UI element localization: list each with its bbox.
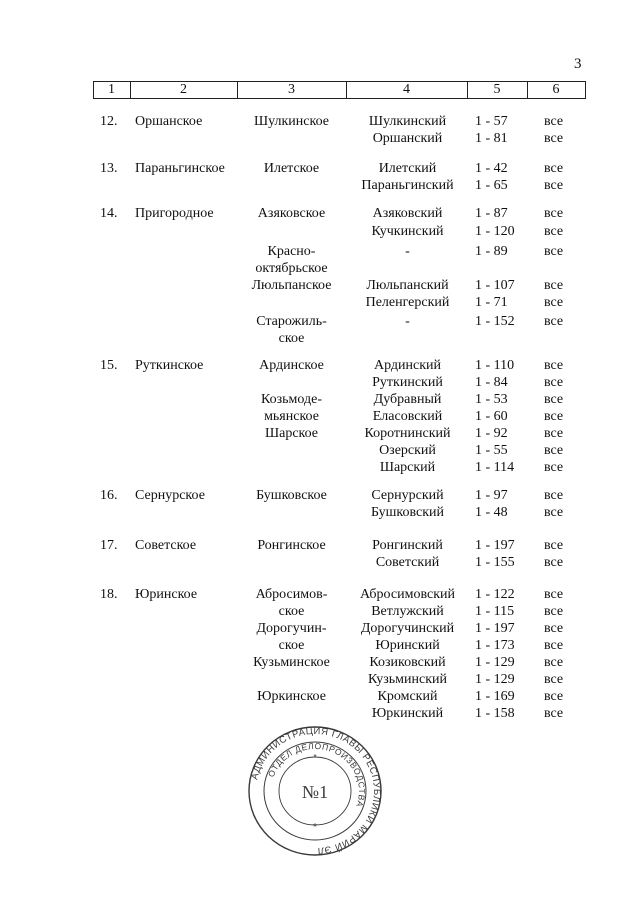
district-name: Оршанское bbox=[135, 114, 203, 129]
scope-value: все bbox=[544, 131, 564, 146]
table-row bbox=[0, 277, 640, 294]
district-name: Параньгинское bbox=[135, 161, 225, 176]
scope-value: все bbox=[544, 358, 564, 373]
table-row bbox=[0, 223, 640, 240]
table-row bbox=[0, 537, 640, 554]
area-name: Шарский bbox=[379, 460, 436, 475]
number-range: 1 - 42 bbox=[475, 161, 508, 176]
number-range: 1 - 129 bbox=[475, 672, 515, 687]
area-name: Кузьминский bbox=[367, 672, 448, 687]
table-row bbox=[0, 688, 640, 705]
area-name: Дубравный bbox=[373, 392, 442, 407]
svg-text:*: * bbox=[313, 822, 317, 833]
area-name: Ронгинский bbox=[372, 538, 443, 553]
table-row bbox=[0, 442, 640, 459]
page-number: 3 bbox=[574, 56, 582, 72]
number-range: 1 - 115 bbox=[475, 604, 515, 619]
scope-value: все bbox=[544, 278, 564, 293]
number-range: 1 - 169 bbox=[475, 689, 515, 704]
table-row bbox=[0, 294, 640, 311]
area-name: Люльпанский bbox=[366, 278, 449, 293]
scope-value: все bbox=[544, 114, 564, 129]
table-row bbox=[0, 177, 640, 194]
row-number: 16. bbox=[100, 488, 118, 503]
settlement-name: Бушковское bbox=[256, 488, 327, 503]
scope-value: все bbox=[544, 375, 564, 390]
number-range: 1 - 53 bbox=[475, 392, 508, 407]
area-name: Илетский bbox=[378, 161, 437, 176]
table-row bbox=[0, 504, 640, 521]
scope-value: все bbox=[544, 621, 564, 636]
scope-value: все bbox=[544, 587, 564, 602]
area-name: Абросимовский bbox=[360, 587, 455, 602]
area-name: Советский bbox=[375, 555, 440, 570]
scope-value: все bbox=[544, 314, 564, 329]
header-col-2: 2 bbox=[180, 82, 187, 97]
seal-center-text: №1 bbox=[301, 782, 329, 802]
settlement-name: ское bbox=[278, 604, 305, 619]
scope-value: все bbox=[544, 206, 564, 221]
area-name: Кучкинский bbox=[371, 224, 444, 239]
area-name: Шулкинский bbox=[368, 114, 447, 129]
table-row bbox=[0, 113, 640, 130]
number-range: 1 - 57 bbox=[475, 114, 508, 129]
table-row bbox=[0, 620, 640, 637]
scope-value: все bbox=[544, 426, 564, 441]
area-name: Козиковский bbox=[369, 655, 446, 670]
scope-value: все bbox=[544, 392, 564, 407]
number-range: 1 - 114 bbox=[475, 460, 515, 475]
number-range: 1 - 60 bbox=[475, 409, 508, 424]
settlement-name: ское bbox=[278, 638, 305, 653]
settlement-name: Шулкинское bbox=[254, 114, 329, 129]
table-row bbox=[0, 459, 640, 476]
area-name: Озерский bbox=[379, 443, 436, 458]
table-row bbox=[0, 603, 640, 620]
area-name: Юркинский bbox=[371, 706, 444, 721]
number-range: 1 - 107 bbox=[475, 278, 515, 293]
row-number: 17. bbox=[100, 538, 118, 553]
area-name: Сернурский bbox=[371, 488, 444, 503]
table-row bbox=[0, 374, 640, 391]
scope-value: все bbox=[544, 604, 564, 619]
number-range: 1 - 71 bbox=[475, 295, 508, 310]
settlement-name: Шарское bbox=[264, 426, 319, 441]
area-name: - bbox=[405, 244, 410, 259]
area-name: Оршанский bbox=[372, 131, 443, 146]
seal-inner-text: ОТДЕЛ ДЕЛОПРОИЗВОДСТВА bbox=[265, 740, 368, 809]
header-col-1: 1 bbox=[108, 82, 115, 97]
table-row bbox=[0, 243, 640, 260]
row-number: 13. bbox=[100, 161, 118, 176]
settlement-name: Кузьминское bbox=[253, 655, 330, 670]
table-row bbox=[0, 205, 640, 222]
table-row bbox=[0, 487, 640, 504]
settlement-name: Люльпанское bbox=[251, 278, 332, 293]
settlement-name: октябрьское bbox=[255, 261, 328, 276]
area-name: Бушковский bbox=[370, 505, 445, 520]
scope-value: все bbox=[544, 638, 564, 653]
table-row bbox=[0, 671, 640, 688]
number-range: 1 - 48 bbox=[475, 505, 508, 520]
area-name: Ветлужский bbox=[371, 604, 444, 619]
number-range: 1 - 89 bbox=[475, 244, 508, 259]
row-number: 14. bbox=[100, 206, 118, 221]
scope-value: все bbox=[544, 555, 564, 570]
number-range: 1 - 158 bbox=[475, 706, 515, 721]
table-row bbox=[0, 313, 640, 330]
seal-outer-text: АДМИНИСТРАЦИЯ ГЛАВЫ РЕСПУБЛИКИ МАРИЙ ЭЛ bbox=[249, 725, 383, 857]
scope-value: все bbox=[544, 689, 564, 704]
table-row bbox=[0, 330, 640, 347]
scope-value: все bbox=[544, 295, 564, 310]
district-name: Советское bbox=[135, 538, 197, 553]
area-name: Коротнинский bbox=[364, 426, 451, 441]
number-range: 1 - 173 bbox=[475, 638, 515, 653]
number-range: 1 - 197 bbox=[475, 538, 515, 553]
row-number: 12. bbox=[100, 114, 118, 129]
table-row bbox=[0, 554, 640, 571]
settlement-name: Ронгинское bbox=[257, 538, 326, 553]
row-number: 15. bbox=[100, 358, 118, 373]
number-range: 1 - 120 bbox=[475, 224, 515, 239]
scope-value: все bbox=[544, 672, 564, 687]
area-name: - bbox=[405, 314, 410, 329]
row-number: 18. bbox=[100, 587, 118, 602]
number-range: 1 - 197 bbox=[475, 621, 515, 636]
scope-value: все bbox=[544, 706, 564, 721]
area-name: Ардинский bbox=[373, 358, 442, 373]
table-row bbox=[0, 408, 640, 425]
scope-value: все bbox=[544, 460, 564, 475]
header-col-4: 4 bbox=[403, 82, 410, 97]
area-name: Юринский bbox=[375, 638, 440, 653]
table-row bbox=[0, 637, 640, 654]
area-name: Пеленгерский bbox=[365, 295, 450, 310]
number-range: 1 - 92 bbox=[475, 426, 508, 441]
area-name: Руткинский bbox=[372, 375, 443, 390]
scope-value: все bbox=[544, 178, 564, 193]
table-row bbox=[0, 391, 640, 408]
area-name: Еласовский bbox=[372, 409, 443, 424]
settlement-name: ское bbox=[278, 331, 305, 346]
table-row bbox=[0, 425, 640, 442]
district-name: Юринское bbox=[135, 587, 198, 602]
scope-value: все bbox=[544, 488, 564, 503]
settlement-name: мьянское bbox=[264, 409, 319, 424]
scope-value: все bbox=[544, 224, 564, 239]
header-line-bottom bbox=[93, 98, 586, 99]
scope-value: все bbox=[544, 505, 564, 520]
number-range: 1 - 110 bbox=[475, 358, 515, 373]
district-name: Сернурское bbox=[135, 488, 205, 503]
number-range: 1 - 55 bbox=[475, 443, 508, 458]
scope-value: все bbox=[544, 409, 564, 424]
settlement-name: Красно- bbox=[267, 244, 316, 259]
number-range: 1 - 155 bbox=[475, 555, 515, 570]
number-range: 1 - 87 bbox=[475, 206, 508, 221]
table-row bbox=[0, 705, 640, 722]
table-row bbox=[0, 260, 640, 277]
settlement-name: Юркинское bbox=[257, 689, 326, 704]
district-name: Пригородное bbox=[135, 206, 214, 221]
header-col-3: 3 bbox=[288, 82, 295, 97]
area-name: Кромский bbox=[377, 689, 438, 704]
header-col-6: 6 bbox=[552, 82, 560, 97]
number-range: 1 - 65 bbox=[475, 178, 508, 193]
settlement-name: Дорогучин- bbox=[256, 621, 327, 636]
settlement-name: Ардинское bbox=[259, 358, 324, 373]
scope-value: все bbox=[544, 244, 564, 259]
scope-value: все bbox=[544, 655, 564, 670]
settlement-name: Абросимов- bbox=[255, 587, 328, 602]
number-range: 1 - 81 bbox=[475, 131, 508, 146]
svg-text:*: * bbox=[313, 753, 317, 762]
settlement-name: Азяковское bbox=[257, 206, 326, 221]
area-name: Дорогучинский bbox=[360, 621, 455, 636]
header-separator bbox=[585, 81, 586, 99]
settlement-name: Илетское bbox=[263, 161, 320, 176]
official-seal bbox=[247, 724, 383, 858]
scope-value: все bbox=[544, 161, 564, 176]
table-row bbox=[0, 654, 640, 671]
district-name: Руткинское bbox=[135, 358, 204, 373]
area-name: Азяковский bbox=[372, 206, 443, 221]
table-row bbox=[0, 160, 640, 177]
table-row bbox=[0, 586, 640, 603]
number-range: 1 - 84 bbox=[475, 375, 508, 390]
settlement-name: Старожиль- bbox=[256, 314, 327, 329]
scope-value: все bbox=[544, 538, 564, 553]
table-row bbox=[0, 130, 640, 147]
header-col-5: 5 bbox=[493, 82, 501, 97]
number-range: 1 - 122 bbox=[475, 587, 515, 602]
settlement-name: Козьмоде- bbox=[260, 392, 322, 407]
number-range: 1 - 152 bbox=[475, 314, 515, 329]
table-row bbox=[0, 357, 640, 374]
area-name: Параньгинский bbox=[361, 178, 454, 193]
number-range: 1 - 129 bbox=[475, 655, 515, 670]
scope-value: все bbox=[544, 443, 564, 458]
number-range: 1 - 97 bbox=[475, 488, 508, 503]
